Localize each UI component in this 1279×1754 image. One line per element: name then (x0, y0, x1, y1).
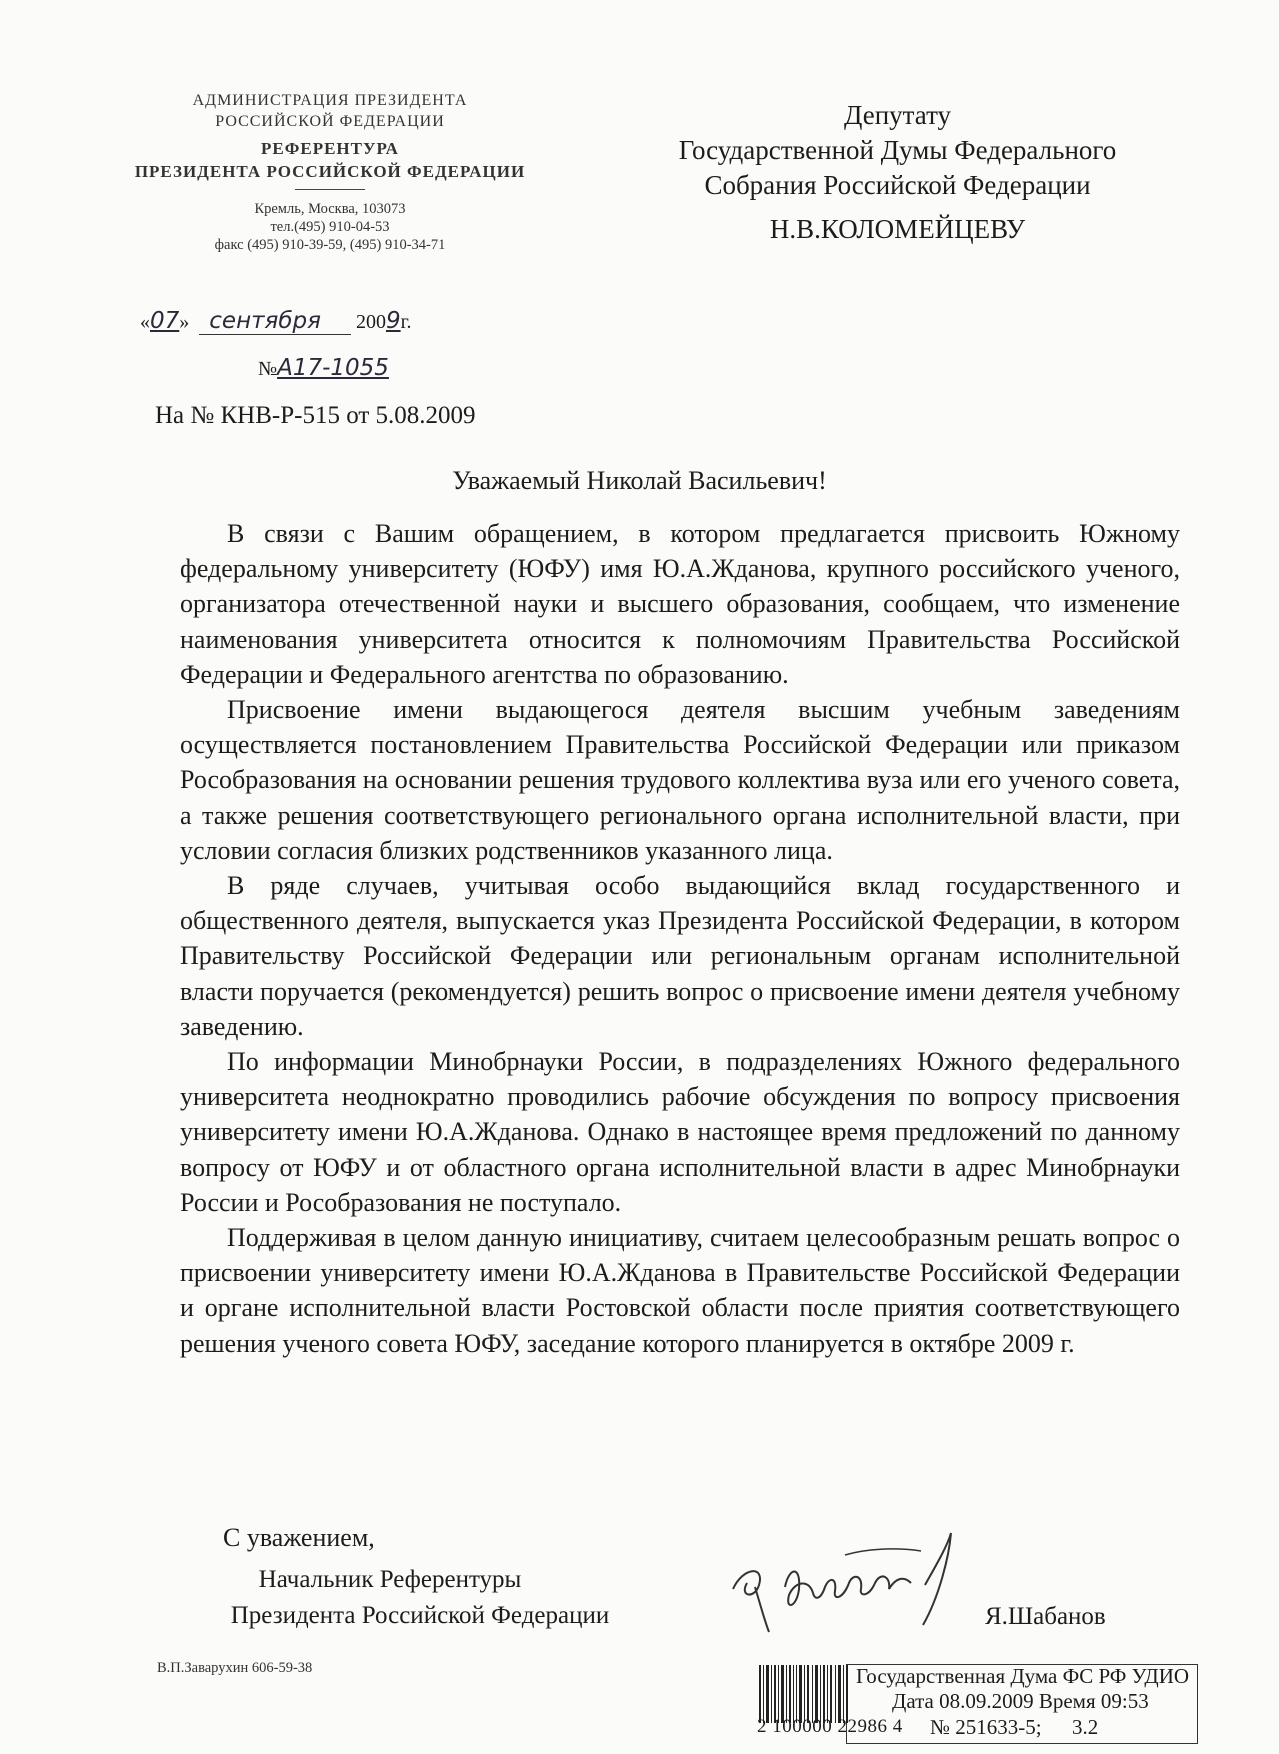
recipient-line-duma: Государственной Думы Федерального (678, 135, 1117, 165)
recipient-line-assembly: Собрания Российской Федерации (704, 170, 1091, 200)
letter-date (140, 308, 540, 334)
salutation: Уважаемый Николай Васильевич! (452, 466, 827, 495)
paragraph-2: Присвоение имени выдающегося деятеля высшим учебным заведениям осуществляется постановлением Правительства Российской Федерации или приказом Рособразования на основании решения трудового коллектива вуза или его ученого совета, а также решения соответствующего регионального органа исполнительной власти, при условии согласия близких родственников указанного лица. (180, 695, 1180, 865)
letter-number (258, 355, 558, 381)
letter-body (180, 516, 1180, 1361)
signer-position-line-2: Президента Российской Федерации (230, 1602, 610, 1629)
recipient-line-deputy: Депутату (843, 100, 952, 130)
paragraph-3: В ряде случаев, учитывая особо выдающийся вклад государственного и общественного деятеля, выпускается указ Президента Российской Федерации, в котором Правительству Российской Федерации или региональным органам исполнительной власти поручается (рекомендуется) решить вопрос о присвоение имени деятеля учебному заведению. (180, 871, 1180, 1041)
sender-address: Кремль, Москва, 103073 (254, 201, 406, 217)
signer-name: Я.Шабанов (985, 1603, 1106, 1630)
handwritten-signature (725, 1527, 965, 1637)
sender-line-referentura: РЕФЕРЕНТУРА (261, 139, 399, 158)
paragraph-4: По информации Минобрнауки России, в подразделениях Южного федерального университета неоднократно проводились рабочие обсуждения по вопросу присвоения университету имени Ю.А.Жданова. Однако в настоящее время предложений по данному вопросу от ЮФУ и от областного органа исполнительной власти в адрес Минобрнауки России и Рособразования не поступало. (180, 1047, 1180, 1217)
sender-phone: тел.(495) 910-04-53 (270, 219, 390, 235)
reference-line: На № КНВ-Р-515 от 5.08.2009 (155, 402, 476, 429)
stamp-organization: Государственная Дума ФС РФ УДИО (856, 1664, 1190, 1688)
recipient-block (630, 98, 1165, 247)
paragraph-1: В связи с Вашим обращением, в котором предлагается присвоить Южному федеральному университету (ЮФУ) имя Ю.А.Жданова, крупного российского ученого, организатора отечественной науки и высшего образования, сообщаем, что изменение наименования университета относится к полномочиям Правительства Российской Федерации и Федерального агентства по образованию. (180, 519, 1180, 689)
signer-position-line-1: Начальник Референтуры (258, 1566, 522, 1593)
date-close-quote: » (179, 311, 190, 333)
date-day: 07 (150, 308, 180, 334)
sender-fax: факс (495) 910-39-59, (495) 910-34-71 (214, 237, 446, 253)
sender-line-administration: АДМИНИСТРАЦИЯ ПРЕЗИДЕНТА (192, 92, 468, 109)
paragraph-5: Поддерживая в целом данную инициативу, считаем целесообразным решать вопрос о присвоении университету имени Ю.А.Жданова в Правительстве Российской Федерации и органе исполнительной власти Ростовской области после приятия соответствующего решения ученого совета ЮФУ, заседание которого планируется в октябре 2009 г. (180, 1223, 1180, 1358)
sender-block (120, 90, 540, 254)
sender-divider (295, 189, 365, 190)
closing-phrase: С уважением, (223, 1523, 375, 1552)
sender-line-president: ПРЕЗИДЕНТА РОССИЙСКОЙ ФЕДЕРАЦИИ (134, 162, 526, 181)
date-open-quote: « (140, 311, 150, 333)
date-year-mark: г. (400, 311, 412, 333)
date-year-prefix: 200 (355, 311, 386, 333)
date-year-suffix: 9 (385, 308, 401, 334)
sender-line-federation: РОССИЙСКОЙ ФЕДЕРАЦИИ (215, 113, 445, 130)
barcode-digits: 2 100000 22986 4 (757, 1716, 903, 1737)
stamp-date-time: Дата 08.09.2009 Время 09:53 (892, 1689, 1149, 1713)
number-value: А17-1055 (277, 355, 389, 381)
recipient-name: Н.В.КОЛОМЕЙЦЕВУ (769, 214, 1026, 244)
stamp-registration-number: № 251633-5; (930, 1715, 1042, 1739)
number-label: № (258, 358, 278, 380)
stamp-code: 3.2 (1072, 1715, 1099, 1739)
date-month: сентября (199, 308, 351, 335)
executor-note: В.П.Заварухин 606-59-38 (157, 1660, 313, 1676)
